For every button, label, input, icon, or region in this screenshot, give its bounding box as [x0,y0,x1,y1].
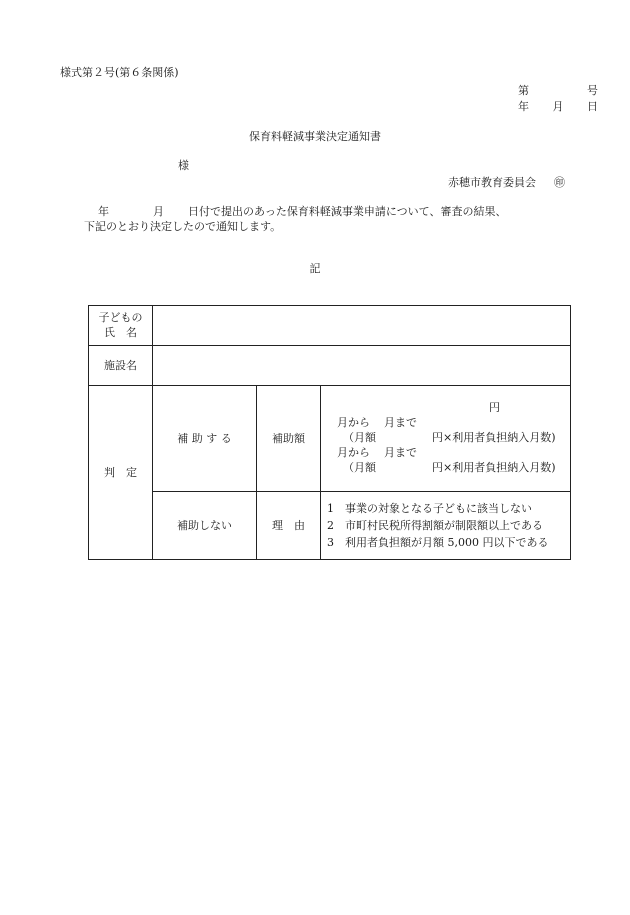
decision-table [88,305,571,560]
reason-text: 市町村民税所得割額が制限額以上である [345,518,543,532]
issuer [448,176,565,190]
reason-item [327,500,566,517]
child-name-label [89,306,153,346]
amount-label: 補助額 [257,386,321,492]
doc-no-prefix: 第 [518,84,529,97]
body-line-2: 下記のとおり決定したので通知します。 [84,220,282,233]
issuer-name: 赤穂市教育委員会 [448,176,536,189]
reason-number: 1 [327,501,334,515]
document-title: 保育料軽減事業決定通知書 [249,130,381,143]
child-name-label-line1: 子どもの [98,310,143,324]
reason-list [321,492,571,560]
doc-no-suffix: 号 [587,84,598,97]
ki-heading: 記 [309,262,321,275]
addressee-suffix: 様 [178,159,189,172]
no-subsidy-row [89,492,571,560]
period1-monthly: （月額 [343,431,376,445]
reason-text: 利用者負担額が月額 5,000 円以下である [345,536,549,550]
body-month: 月 [153,205,164,218]
document-date [518,100,598,114]
date-month: 月 [552,100,564,113]
reason-number: 2 [327,518,334,532]
child-name-row [89,306,571,346]
facility-value[interactable] [153,346,571,386]
period1-to: 月まで [384,416,417,430]
reason-item [327,517,566,534]
no-subsidy-option: 補助しない [153,492,257,560]
period2-monthly: （月額 [343,460,376,474]
date-day: 日 [587,100,598,113]
body-year: 年 [98,205,109,218]
child-name-label-line2: 氏 名 [104,325,137,339]
amount-details [321,386,571,492]
period1-range [337,416,562,431]
facility-label: 施設名 [89,346,153,386]
period1-calc [337,431,562,446]
yen-label: 円 [489,401,501,415]
period2-range [337,446,562,461]
reason-text: 事業の対象となる子どもに該当しない [345,501,532,515]
judgment-label: 判 定 [89,386,153,560]
subsidize-row [89,386,571,492]
body-line-1 [98,205,506,219]
period2-formula: 円×利用者負担納入月数) [432,460,556,474]
period1-formula: 円×利用者負担納入月数) [432,431,556,445]
period1-from: 月から [337,416,370,430]
document-number [518,84,598,98]
body-line1-rest: 日付で提出のあった保育料軽減事業申請について、審査の結果、 [188,205,507,218]
period2-to: 月まで [384,445,417,459]
reason-item [327,534,566,551]
form-number: 様式第２号(第６条関係) [60,66,179,79]
reason-number: 3 [327,536,334,550]
reason-label: 理 由 [257,492,321,560]
date-year: 年 [518,100,529,113]
period2-from: 月から [337,445,370,459]
child-name-value[interactable] [153,306,571,346]
facility-row [89,346,571,386]
seal-mark: ㊞ [554,176,565,189]
period2-calc [337,461,562,476]
subsidize-option: 補 助 す る [153,386,257,492]
